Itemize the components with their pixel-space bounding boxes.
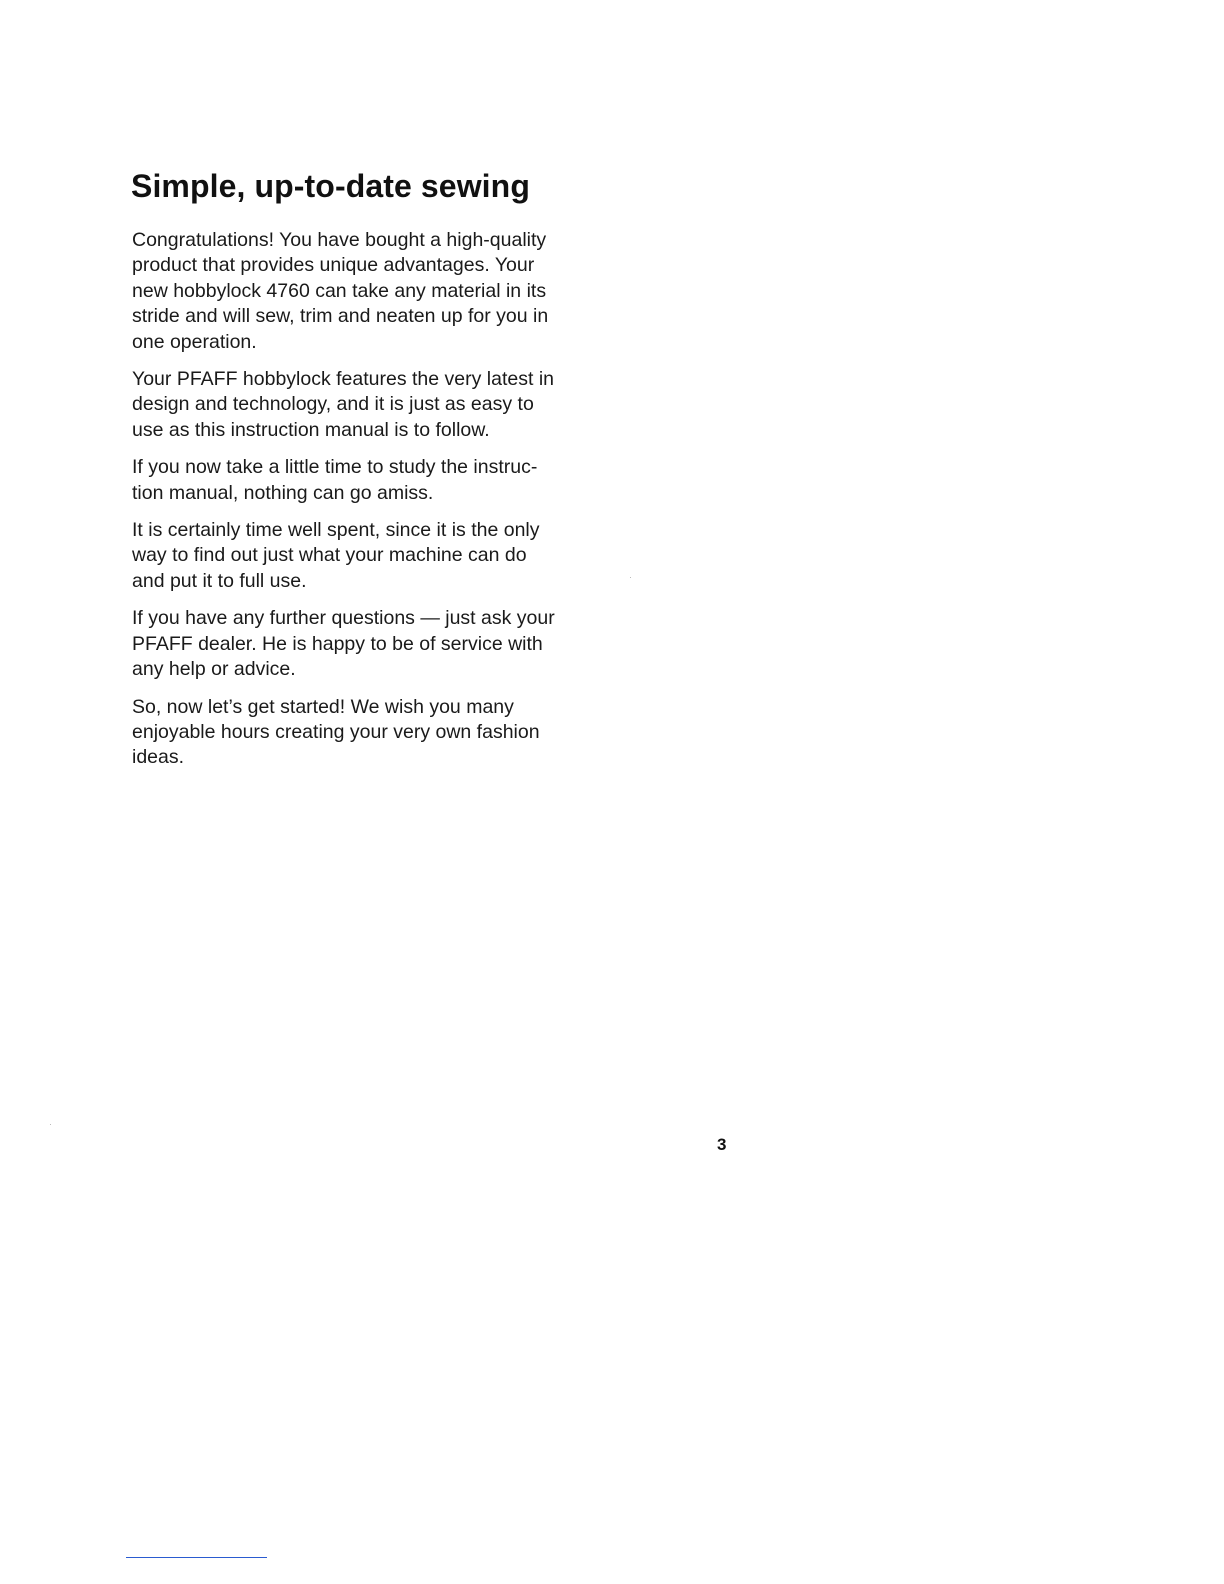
paragraph-study-manual: If you now take a little time to study the instruc- tion manual, nothing can go amiss.: [132, 456, 538, 504]
scan-speck: [50, 1124, 51, 1125]
paragraph-ask-dealer: If you have any further questions — just ask your PFAFF dealer. He is happy to be of service with any help or advice.: [132, 607, 555, 681]
scan-speck: [630, 577, 631, 578]
paragraph-design-technology: Your PFAFF hobbylock features the very latest in design and technology, and it is just as easy to use as this instruction manual is to follow.: [132, 368, 554, 441]
footer-rule: [126, 1557, 267, 1558]
body-text: [132, 228, 632, 783]
paragraph-get-started: So, now let’s get started! We wish you many enjoyable hours creating your very own fashion ideas.: [132, 695, 540, 769]
paragraph-congratulations: Congratulations! You have bought a high-quality product that provides unique advantages. Your new hobbylock 4760 can take any material in its stride and will sew, trim and neaten up for you in one operation.: [132, 229, 549, 353]
paragraph-time-well-spent: It is certainly time well spent, since it is the only way to find out just what your machine can do and put it to full use.: [132, 519, 540, 592]
page-number: 3: [717, 1135, 727, 1154]
page-title: Simple, up-to-date sewing: [131, 168, 530, 204]
